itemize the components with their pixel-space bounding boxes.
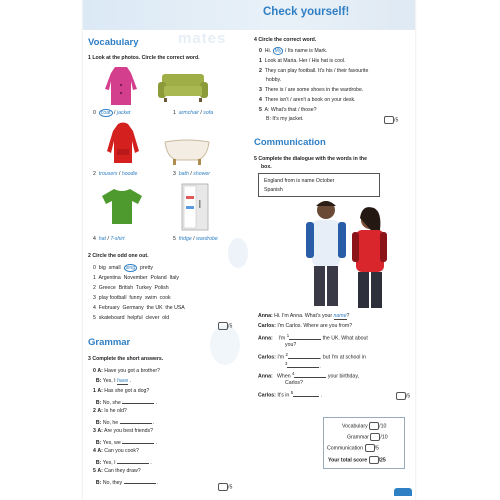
- q1-instruction: 1 Look at the photos. Circle the correct word.: [88, 55, 200, 61]
- q4-line: 5 A: What's that / those?: [259, 107, 317, 113]
- word-box-line-2: Spanish: [264, 187, 283, 193]
- vocab-item-3: 3 bath / shower: [173, 171, 210, 177]
- vocab-item-4: 4 hat / T-shirt: [93, 236, 125, 242]
- odd-row-4: 4 February Germany the UK the USA: [93, 305, 185, 311]
- grammar-line: 2 A: Is he old?: [93, 408, 127, 414]
- q5-instruction-cont: box.: [261, 164, 272, 170]
- dialogue-line: you?: [285, 342, 297, 348]
- bath-photo: [163, 136, 211, 166]
- dialogue-line: $^3$.: [285, 361, 321, 370]
- decor-blob: [228, 238, 248, 268]
- vocab-item-1: 1 armchair / sofa: [173, 110, 214, 116]
- dialogue-line: Carlos?: [285, 380, 303, 386]
- grammar-line: 3 A: Are you best friends?: [93, 428, 154, 434]
- dialogue-line: Anna: Hi. I'm Anna. What's your name?: [258, 313, 350, 319]
- communication-heading: Communication: [254, 137, 326, 148]
- dialogue-line: Carlos: I'm Carlos. Where are you from?: [258, 323, 353, 329]
- score-row-communication: Communication /5: [327, 445, 379, 452]
- sofa-photo: [158, 72, 208, 104]
- grammar-line: 4 A: Can you cook?: [93, 448, 139, 454]
- dialogue-line: Carlos: I'm $^2$, but I'm at school in: [258, 352, 366, 361]
- q4-line: 0 Hi. My / Its name is Mark.: [259, 48, 328, 54]
- dialogue-line: Anna: I'm $^1$ the UK. What about: [258, 333, 368, 342]
- grammar-line: 5 A: Can they draw?: [93, 468, 141, 474]
- q4-line: 2 They can play football. It's his / their favourite: [259, 68, 369, 74]
- q4-instruction: 4 Circle the correct word.: [254, 37, 317, 43]
- ghost-watermark-text: mates: [178, 30, 227, 47]
- odd-row-3: 3 play football funny swim cook: [93, 295, 171, 301]
- q4-line: 3 There is / are some shoes in the wardrobe.: [259, 87, 364, 93]
- grammar-line: 1 A: Has she got a dog?: [93, 388, 150, 394]
- vocabulary-heading: Vocabulary: [88, 37, 139, 48]
- hoodie-photo: [105, 121, 141, 165]
- q4-line: 1 Look at Maria. Her / His hat is cool.: [259, 58, 346, 64]
- grammar-line: B: Yes, I .: [95, 460, 152, 466]
- word-box: [258, 173, 380, 197]
- q4-line: 4 There isn't / aren't a book on your desk.: [259, 97, 356, 103]
- odd-row-0: 0 big small sing pretty: [93, 265, 154, 271]
- odd-row-1: 1 Argentina November Poland Italy: [93, 275, 179, 281]
- tshirt-photo: [100, 186, 144, 226]
- score-row-grammar: Grammar /10: [347, 434, 388, 441]
- grammar-line: B: No, she .: [95, 400, 158, 406]
- dialogue-line: Carlos: It's in $^5$ .: [258, 390, 323, 399]
- dialogue-line: Anna: When $^4$ your birthday,: [258, 371, 359, 380]
- score-row-vocabulary: Vocabulary /10: [342, 423, 387, 430]
- q4-score-box: /5: [384, 116, 398, 124]
- odd-row-2: 2 Greece British Turkey Polish: [93, 285, 169, 291]
- communication-score-box: /5: [396, 392, 410, 400]
- vocab-item-2: 2 trousers / hoodie: [93, 171, 138, 177]
- vocab-item-0: 0 coat / jacket: [93, 110, 131, 116]
- header-band: [83, 0, 415, 30]
- grammar-line: B: Yes, we .: [95, 440, 158, 446]
- grammar-heading: Grammar: [88, 337, 131, 348]
- q4-line: hobby.: [266, 77, 282, 83]
- footer-tab: [394, 488, 412, 496]
- decor-blob: [210, 325, 240, 365]
- word-box-line-1: England from is name October: [264, 178, 335, 184]
- vocab-item-5: 5 fridge / wardrobe: [173, 236, 218, 242]
- grammar-score-box: /5: [218, 483, 232, 491]
- page-title: Check yourself!: [263, 6, 350, 18]
- grammar-line: B: No, he .: [95, 420, 155, 426]
- fridge-photo: [180, 182, 210, 232]
- score-row-total: Your total score /25: [328, 457, 386, 464]
- grammar-line: 0 A: Have you got a brother?: [93, 368, 160, 374]
- q4-line: B: It's my jacket.: [266, 116, 304, 122]
- grammar-line: B: Yes, I have .: [95, 378, 132, 384]
- vocab-score-box: /5: [218, 322, 232, 330]
- q3-instruction: 3 Complete the short answers.: [88, 356, 164, 362]
- coat-photo: [103, 63, 139, 107]
- odd-row-5: 5 skateboard helpful clever old: [93, 315, 170, 321]
- grammar-line: B: No, they .: [95, 480, 159, 486]
- q2-instruction: 2 Circle the odd one out.: [88, 253, 149, 259]
- students-photo: [296, 196, 400, 310]
- q5-instruction: 5 Complete the dialogue with the words in the: [254, 156, 367, 162]
